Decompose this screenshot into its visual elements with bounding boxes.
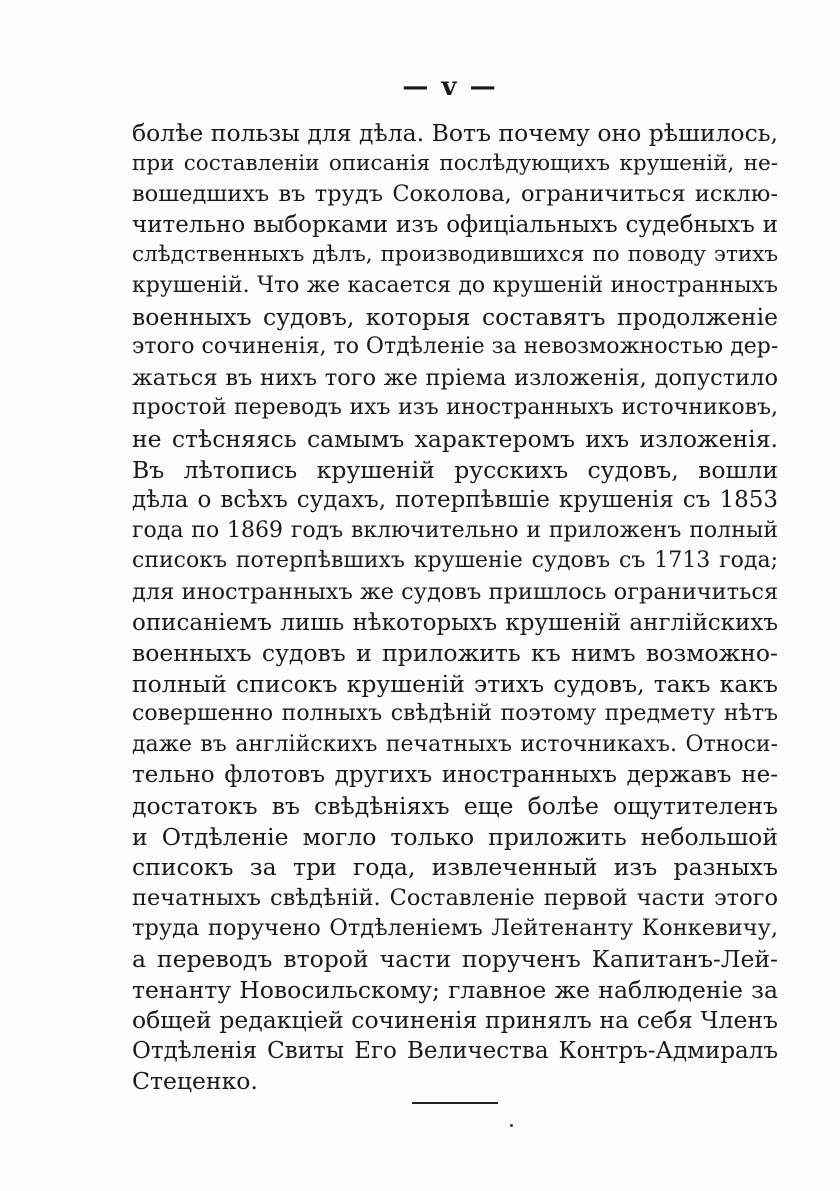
text-line: полный списокъ крушеній этихъ судовъ, такъ какъ <box>132 669 778 698</box>
text-line: крушеній. Что же касается до крушеній иностранныхъ <box>132 272 778 298</box>
end-rule <box>412 1102 498 1104</box>
text-line: тельно флотовъ другихъ иностранныхъ державъ не- <box>132 762 778 789</box>
text-line: Отдѣленія Свиты Его Величества Контръ-Адмиралъ <box>132 1037 778 1064</box>
ink-speck <box>510 1124 513 1127</box>
text-line: общей редакціей сочиненія принялъ на себя Членъ <box>132 1006 778 1035</box>
text-line: простой переводъ ихъ изъ иностранныхъ источниковъ, <box>132 395 778 421</box>
text-line: достатокъ въ свѣдѣніяхъ еще болѣе ощутителенъ <box>132 792 778 821</box>
text-line-last: Стеценко. <box>132 1067 258 1096</box>
text-line: слѣдственныхъ дѣлъ, производившихся по поводу этихъ <box>132 242 778 268</box>
text-line: при составленіи описанія послѣдующихъ крушеній, не- <box>132 150 778 176</box>
text-line: списокъ за три года, извлеченный изъ разныхъ <box>132 853 778 882</box>
text-line: военныхъ судовъ, которыя составятъ продолженіе <box>132 302 778 331</box>
text-line: этого сочиненія, то Отдѣленіе за невозможностью дер- <box>132 334 778 360</box>
text-line: вошедшихъ въ трудъ Соколова, ограничиться исклю- <box>132 181 778 208</box>
text-line: тенанту Новосильскому; главное же наблюденіе за <box>132 975 778 1004</box>
text-line: совершенно полныхъ свѣдѣній поэтому предмету нѣтъ <box>132 701 778 727</box>
page-number: — v — <box>402 72 498 102</box>
text-line: дѣла о всѣхъ судахъ, потерпѣвшіе крушенія съ 1853 <box>132 487 778 514</box>
text-line: списокъ потерпѣвшихъ крушеніе судовъ съ 1713 года; <box>132 548 778 574</box>
text-line: не стѣсняясь самымъ характеромъ ихъ изложенія. <box>132 424 778 453</box>
text-line: описаніемъ лишь нѣкоторыхъ крушеній англійскихъ <box>132 609 778 636</box>
text-line: военныхъ судовъ и приложить къ нимъ возможно- <box>132 639 778 668</box>
text-line: чительно выборками изъ офиціальныхъ судебныхъ и <box>132 211 778 238</box>
text-line: для иностранныхъ же судовъ пришлось ограничиться <box>132 578 778 605</box>
text-line: труда поручено Отдѣленіемъ Лейтенанту Конкевичу, <box>132 915 778 942</box>
text-line: даже въ англійскихъ печатныхъ источникахъ. Относи- <box>132 731 778 757</box>
text-line: а переводъ второй части порученъ Капитанъ-Лей- <box>132 945 778 974</box>
text-line: печатныхъ свѣдѣній. Составленіе первой части этого <box>132 884 778 911</box>
text-line: болѣе пользы для дѣла. Вотъ почему оно рѣшилось, <box>132 119 778 147</box>
text-line: и Отдѣленіе могло только приложить небольшой <box>132 822 778 851</box>
text-line: года по 1869 годъ включительно и приложенъ полный <box>132 517 778 543</box>
text-line: жаться въ нихъ того же пріема изложенія, допустило <box>132 364 778 391</box>
body-text <box>132 118 778 1097</box>
text-line: Въ лѣтопись крушеній русскихъ судовъ, вошли <box>132 455 778 484</box>
